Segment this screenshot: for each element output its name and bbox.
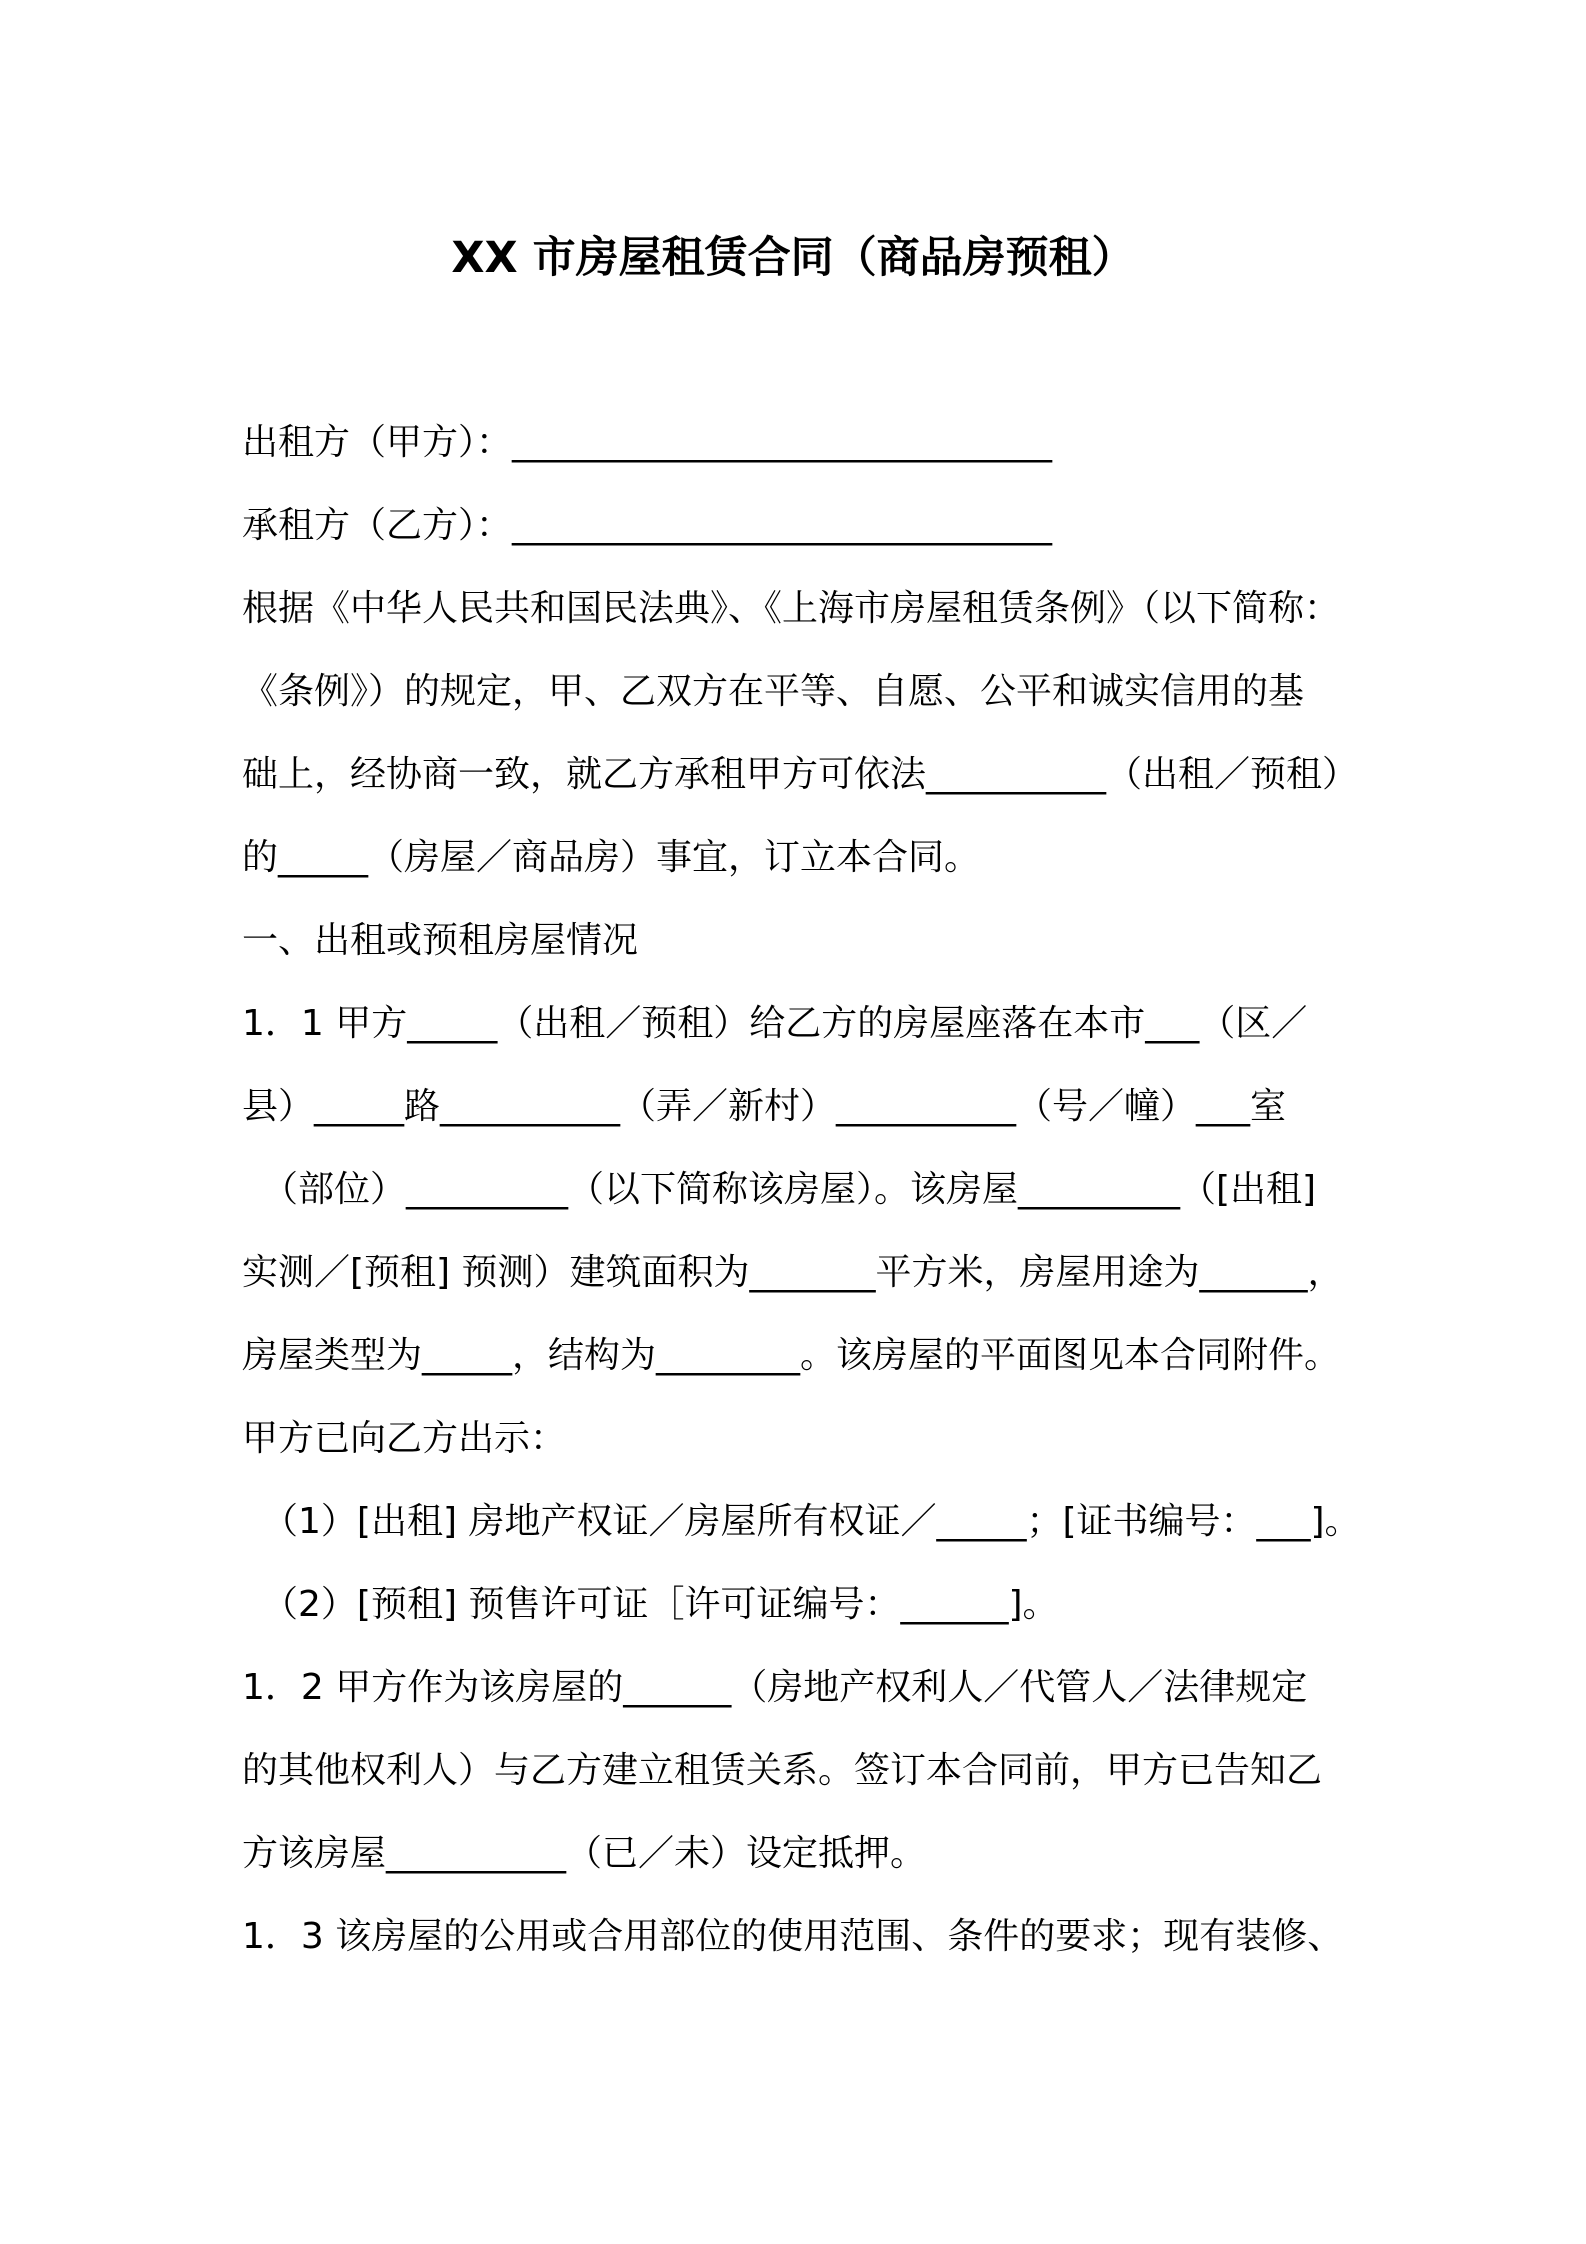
lessee-line: 承租方（乙方）：______________________________ — [242, 505, 1053, 546]
list-item: （2）[预租] 预售许可证［许可证编号：______]。 — [262, 1584, 1059, 1625]
paragraph-line: 县）_____路__________（弄／新村）__________（号／幢）___室 — [242, 1086, 1287, 1127]
paragraph-line: 甲方已向乙方出示： — [242, 1418, 567, 1459]
paragraph-line: 的其他权利人）与乙方建立租赁关系。签订本合同前，甲方已告知乙 — [242, 1750, 1323, 1791]
paragraph-line: 础上，经协商一致，就乙方承租甲方可依法__________（出租／预租） — [242, 754, 1359, 795]
section-heading: 一、出租或预租房屋情况 — [242, 920, 639, 961]
lessor-line: 出租方（甲方）：______________________________ — [242, 422, 1053, 463]
paragraph-line: 1．2 甲方作为该房屋的______（房地产权利人／代管人／法律规定 — [242, 1667, 1308, 1708]
paragraph-line: 方该房屋__________（已／未）设定抵押。 — [242, 1833, 927, 1874]
paragraph-line: 实测／[预租] 预测）建筑面积为_______平方米，房屋用途为______， — [242, 1252, 1344, 1293]
paragraph-line: 1．3 该房屋的公用或合用部位的使用范围、条件的要求；现有装修、 — [242, 1916, 1344, 1957]
paragraph-line: 根据《中华人民共和国民法典》、《上海市房屋租赁条例》（以下简称： — [242, 588, 1341, 629]
paragraph-line: 的_____（房屋／商品房）事宜，订立本合同。 — [242, 837, 981, 878]
document-title: XX 市房屋租赁合同（商品房预租） — [451, 233, 1135, 283]
paragraph-line: 《条例》）的规定，甲、乙双方在平等、自愿、公平和诚实信用的基 — [242, 671, 1305, 712]
paragraph-line: 房屋类型为_____，结构为________。该房屋的平面图见本合同附件。 — [242, 1335, 1341, 1376]
paragraph-line: （部位）_________（以下简称该房屋）。该房屋_________（[出租] — [262, 1169, 1317, 1210]
paragraph-line: 1．1 甲方_____（出租／预租）给乙方的房屋座落在本市___（区／ — [242, 1003, 1308, 1044]
list-item: （1）[出租] 房地产权证／房屋所有权证／_____；[证书编号：___]。 — [262, 1501, 1361, 1542]
